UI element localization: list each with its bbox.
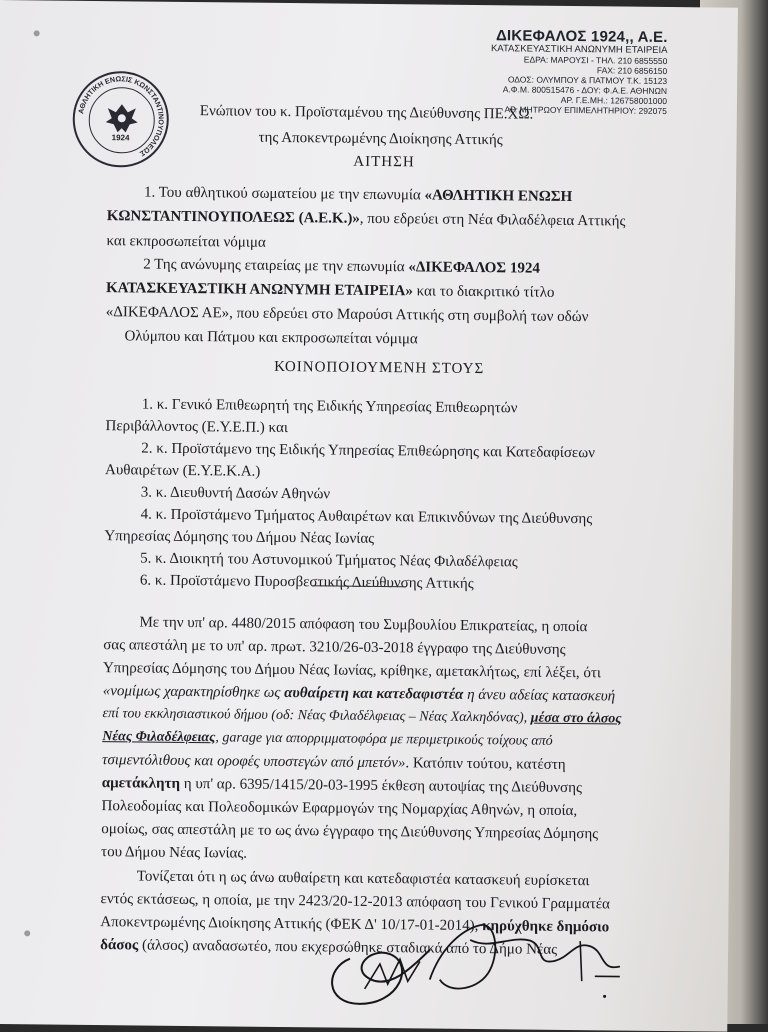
body-line-9: Πολεοδομίας και Πολεοδομικών Εφαρμογών της Νομαρχίας Αθηνών, η οποία, xyxy=(101,798,578,820)
body-report-ref: η υπ' αρ. 6395/1415/20-03-1995 έκθεση αυτοψίας της Διεύθυνσης xyxy=(179,775,583,797)
addressee-line-2: της Αποκεντρωμένης Διοίκησης Αττικής xyxy=(258,129,503,149)
quote-part-5: τσιμεντόλιθους και οροφές υποστεγών από μπετόν» xyxy=(101,752,406,772)
quote-emphasis-2: μέσα στο άλσος xyxy=(530,710,622,727)
party1-intro: 1. Του αθλητικού σωματείου με την επωνυμία xyxy=(143,184,425,204)
company-type: ΚΑΤΑΣΚΕΥΑΣΤΙΚΗ ΑΝΩΝΥΜΗ ΕΤΑΙΡΕΙΑ xyxy=(490,43,668,56)
party1-name-part1: «ΑΘΛΗΤΙΚΗ ΕΝΩΣΗ xyxy=(424,187,573,206)
quote-emphasis-3: Νέας Φιλαδέλφειας xyxy=(102,729,216,746)
cc-item-1a: 1. κ. Γενικό Επιθεωρητή της Ειδικής Υπηρεσίας Επιθεωρητών xyxy=(141,396,518,417)
quote-part-4: , garage για απορριμματοφόρα με περιμετρικούς τοίχους από xyxy=(215,730,553,749)
cc-item-6: 6. κ. Προϊστάμενο Πυροσβεστικής Διεύθυνσης Αττικής xyxy=(139,572,474,592)
quote-part-1: «νομίμως χαρακτηρίσθηκε ως xyxy=(102,683,285,702)
party2-title: και το διακριτικό τίτλο xyxy=(412,283,555,301)
party1-line-3: και εκπροσωπείται νόμιμα xyxy=(106,233,266,251)
body-gazette-ref: Αποκεντρωμένης Διοίκησης Αττικής (ΦΕΚ Δ' 10/17-01-2014), xyxy=(100,914,483,935)
cc-title: ΚΟΙΝΟΠΟΙΟΥΜΕΝΗ ΣΤΟΥΣ xyxy=(274,358,485,378)
company-chamber: ΑΡ. ΜΗΤΡΩΟΥ ΕΠΙΜΕΛΗΤΗΡΙΟΥ: 292075 xyxy=(504,104,667,116)
addressee-line-1: Ενώπιον του κ. Προϊσταμένου της Διεύθυνσης ΠΕ.ΧΩ. xyxy=(199,103,534,123)
cc-item-4a: 4. κ. Προϊστάμενο Τμήματος Αυθαιρέτων και Επικινδύνων της Διεύθυνσης xyxy=(140,506,593,528)
double-headed-eagle-icon xyxy=(89,88,154,153)
quote-part-3: επί του εκκλησιαστικού δήμου (οδ: Νέας Φιλαδέλφειας – Νέας Χαλκηδόνας), xyxy=(102,706,531,726)
party1-seat: , που εδρεύει στη Νέα Φιλαδέλφεια Αττικής xyxy=(359,210,626,230)
company-registry: ΑΡ. Γ.Ε.ΜΗ.: 126758001000 xyxy=(560,94,668,106)
body-line-1: Με την υπ' αρ. 4480/2015 απόφαση του Συμβουλίου Επικρατείας, η οποία xyxy=(139,614,588,636)
body-forest-desc: (άλσος) αναδασωτέο, που εκχερσώθηκε σταδιακά από το Δήμο Νέας xyxy=(138,937,558,958)
party1-line-2 xyxy=(107,205,626,232)
signatures-icon xyxy=(319,908,640,1011)
cc-item-4b: Υπηρεσίας Δόμησης του Δήμου Νέας Ιωνίας xyxy=(104,528,375,547)
body-emphasis-forest: δάσος xyxy=(100,937,139,954)
punch-hole xyxy=(34,30,40,36)
party2-line-4: Ολύμπου και Πάτμου και εκπροσωπείται νόμιμα xyxy=(124,328,418,348)
seal-inner-ring xyxy=(88,87,155,154)
party1-name-part2: ΚΩΝΣΤΑΝΤΙΝΟΥΠΟΛΕΩΣ (Α.Ε.Κ.)» xyxy=(106,208,360,227)
cc-item-2a: 2. κ. Προϊστάμενο της Ειδικής Υπηρεσίας Επιθεώρησης και Κατεδαφίσεων xyxy=(141,440,596,462)
club-seal xyxy=(72,71,169,168)
seal-ring-label: ΑΘΛΗΤΙΚΗ ΕΝΩΣΙΣ ΚΩΝΣΤΑΝΤΙΝΟΥΠΟΛΕΩΣ xyxy=(76,74,166,159)
company-tax-id: Α.Φ.Μ. 800515476 - ΔΟΥ: Φ.Α.Ε. ΑΘΗΝΩΝ xyxy=(502,84,668,96)
cc-item-2b: Αυθαιρέτων (Ε.Υ.Ε.Κ.Α.) xyxy=(104,462,261,480)
party2-intro: 2 Της ανώνυμης εταιρείας με την επωνυμία xyxy=(143,256,409,276)
body-line-12: Τονίζεται ότι η ως άνω αυθαίρετη και κατεδαφιστέα κατασκευή ευρίσκεται xyxy=(136,868,590,890)
party2-line-3: «ΔΙΚΕΦΑΛΟΣ ΑΕ», που εδρεύει στο Μαρούσι Αττικής στη συμβολή των οδών xyxy=(105,304,589,326)
body-line-10: ομοίως, σας απεστάλη με το ως άνω έγγραφο της Διεύθυνσης Υπηρεσίας Δόμησης xyxy=(101,821,599,843)
party1-line-1 xyxy=(144,182,572,208)
punch-hole xyxy=(24,930,30,936)
company-address: ΕΔΡΑ: ΜΑΡΟΥΣΙ - ΤΗΛ. 210 6855550 xyxy=(523,54,668,66)
company-fax: FAX: 210 6856150 xyxy=(596,65,668,76)
company-street: ΟΔΟΣ: ΟΛΥΜΠΟΥ & ΠΑΤΜΟΥ Τ.Κ. 15123 xyxy=(507,74,668,86)
body-line-6 xyxy=(102,726,553,753)
body-line-3: Υπηρεσίας Δόμησης του Δήμου Νέας Ιωνίας, κρίθηκε, αμετακλήτως, επί λέξει, ότι xyxy=(102,660,602,682)
party2-name-part2: ΚΑΤΑΣΚΕΥΑΣΤΙΚΗ ΑΝΩΝΥΜΗ ΕΤΑΙΡΕΙΑ» xyxy=(105,280,414,300)
body-emphasis-public: κηρύχθηκε δημόσιο xyxy=(482,918,610,936)
seal-year: 1924 xyxy=(111,133,130,143)
body-emphasis-irrevocable: αμετάκλητη xyxy=(101,775,181,792)
cc-item-3: 3. κ. Διευθυντή Δασών Αθηνών xyxy=(140,484,331,503)
body-line-11: του Δήμου Νέας Ιωνίας. xyxy=(100,844,248,862)
body-line-2: σας απεστάλη με το υπ' αρ. πρωτ. 3210/26-03-2018 έγγραφο της Διεύθυνσης xyxy=(103,637,566,658)
party2-line-1 xyxy=(143,254,540,280)
cc-item-1b: Περιβάλλοντος (Ε.Υ.Ε.Π.) και xyxy=(105,418,289,437)
party2-line-2 xyxy=(106,277,555,304)
company-name: ΔΙΚΕΦΑΛΟΣ 1924,, Α.Ε. xyxy=(495,27,668,46)
page-title: ΑΙΤΗΣΗ xyxy=(353,153,415,171)
cc-item-5: 5. κ. Διοικητή του Αστυνομικού Τμήματος Νέας Φιλαδέλφειας xyxy=(140,550,518,571)
body-line-13: εντός εκτάσεως, η οποία, με την 2423/20-12-2013 απόφαση του Γενικού Γραμματέα xyxy=(100,891,611,913)
party2-name-part1: «ΔΙΚΕΦΑΛΟΣ 1924 xyxy=(408,259,540,277)
quote-emphasis-1: αυθαίρετη και κατεδαφιστέα xyxy=(284,685,464,703)
body-continuation: . Κατόπιν τούτου, κατέστη xyxy=(405,755,566,773)
quote-part-2: η άνευ αδείας κατασκευή xyxy=(463,686,616,705)
